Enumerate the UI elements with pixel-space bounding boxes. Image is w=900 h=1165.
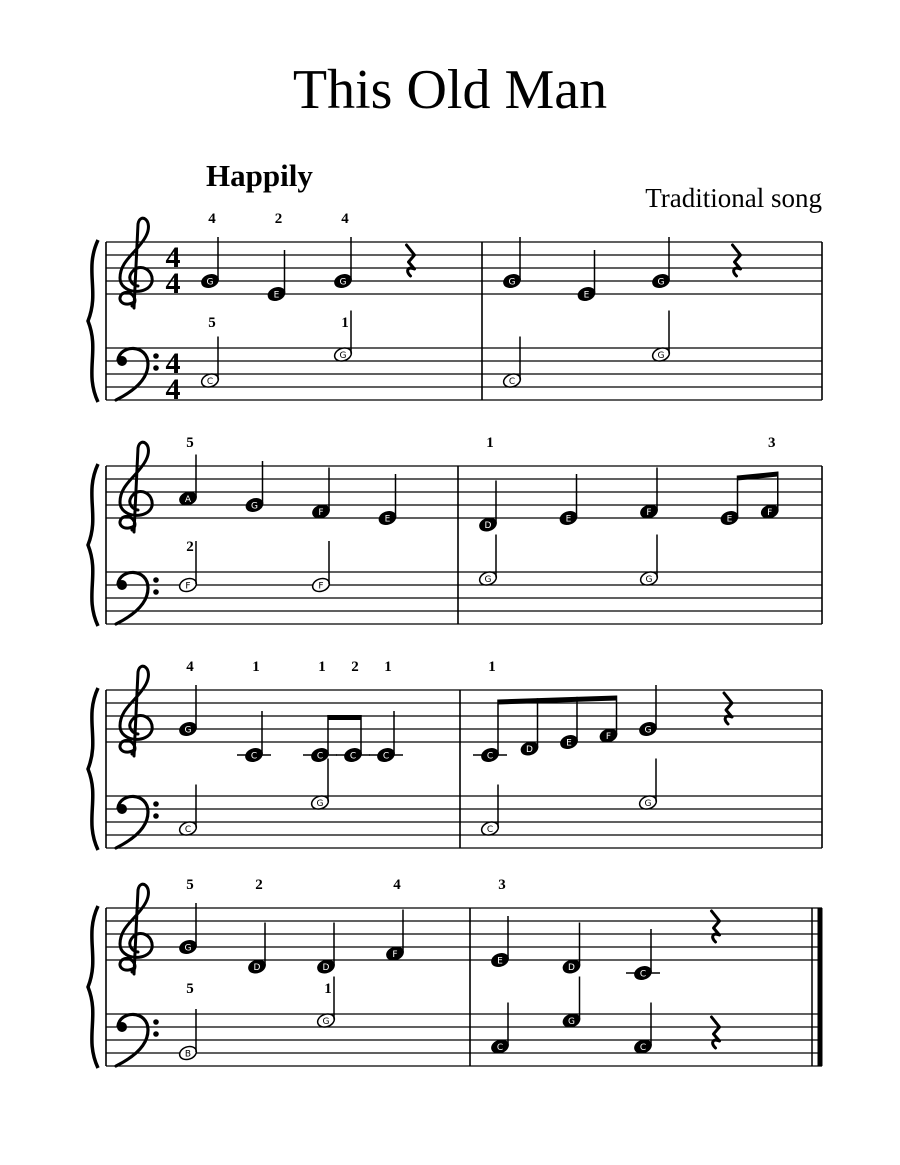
system-3	[88, 659, 822, 850]
note-letter: G	[508, 277, 516, 288]
note-letter: D	[322, 962, 330, 973]
fingering-number: 1	[252, 659, 260, 675]
fingering-number: 1	[324, 981, 332, 997]
bass-clef-dot-lower	[153, 1031, 159, 1037]
composer-credit: Traditional song	[645, 183, 822, 213]
bass-clef-head	[117, 580, 127, 590]
fingering-number: 3	[768, 435, 776, 451]
note-letter: C	[486, 751, 494, 762]
treble-note	[316, 923, 336, 976]
treble-note	[244, 461, 264, 514]
treble-note	[303, 659, 337, 764]
bass-note	[311, 541, 331, 594]
system-1	[88, 211, 822, 406]
note-letter: C	[206, 376, 214, 387]
note-letter: F	[605, 731, 612, 742]
note-letter: C	[639, 1042, 647, 1053]
note-letter: F	[392, 949, 398, 960]
measure	[200, 211, 415, 389]
treble-note	[626, 929, 660, 982]
bass-clef-head	[117, 356, 127, 366]
note-letter: G	[184, 725, 192, 736]
treble-note	[638, 685, 658, 738]
bass-clef-dot-upper	[153, 801, 159, 807]
treble-note	[237, 659, 271, 764]
note-letter: C	[349, 751, 357, 762]
treble-note	[561, 923, 581, 976]
fingering-number: 1	[384, 659, 392, 675]
note-letter: G	[645, 574, 653, 585]
note-letter: C	[639, 969, 647, 980]
quarter-rest-icon	[724, 693, 732, 724]
note-letter: D	[484, 520, 492, 531]
fingering-number: 2	[274, 211, 283, 227]
note-letter: G	[206, 277, 214, 288]
treble-note	[558, 474, 578, 527]
beam	[328, 715, 361, 720]
note-letter: C	[486, 824, 494, 835]
fingering-number: 4	[186, 659, 194, 675]
note-letter: D	[568, 962, 575, 973]
note-letter: E	[384, 514, 391, 525]
system-brace	[88, 240, 98, 402]
note-letter: E	[565, 514, 572, 525]
note-letter: G	[316, 798, 324, 809]
note-letter: E	[726, 514, 733, 525]
note-letter: G	[644, 725, 652, 736]
measure	[490, 877, 720, 1055]
bass-clef-dot-lower	[153, 365, 159, 371]
system-brace	[88, 906, 98, 1068]
treble-note	[651, 237, 671, 290]
note-letter: G	[339, 350, 347, 361]
time-signature-top: 4	[165, 241, 181, 274]
note-letter: D	[253, 962, 261, 973]
note-letter: C	[508, 376, 516, 387]
bass-note	[480, 785, 500, 838]
bass-note	[561, 977, 581, 1030]
note-letter: E	[566, 738, 572, 749]
bass-note	[502, 337, 522, 390]
time-signature-bottom: 4	[165, 267, 181, 300]
fingering-number: 1	[486, 435, 494, 451]
note-letter: C	[184, 824, 192, 835]
measure	[478, 435, 780, 587]
note-letter: D	[526, 744, 533, 755]
note-letter: E	[583, 290, 590, 301]
note-letter: C	[316, 751, 324, 762]
tempo-marking: Happily	[206, 158, 313, 193]
note-letter: G	[322, 1016, 330, 1027]
treble-note	[178, 435, 198, 507]
fingering-number: 4	[341, 211, 349, 227]
fingering-number: 1	[318, 659, 326, 675]
system-2	[88, 435, 822, 626]
treble-note	[385, 877, 405, 962]
bass-clef-dot-lower	[153, 589, 159, 595]
bass-note	[478, 535, 498, 588]
treble-note	[502, 237, 522, 290]
fingering-number: 5	[186, 435, 194, 451]
bass-clef-dot-lower	[153, 813, 159, 819]
fingering-number: 5	[186, 981, 194, 997]
note-letter: G	[644, 798, 652, 809]
treble-note	[473, 659, 507, 764]
system-brace	[88, 688, 98, 850]
note-letter: E	[273, 290, 280, 301]
fingering-number: 1	[488, 659, 496, 675]
treble-note	[369, 659, 403, 764]
note-letter: C	[382, 751, 390, 762]
quarter-rest-icon	[733, 245, 741, 276]
bass-note	[316, 977, 336, 1030]
note-letter: E	[497, 956, 503, 967]
quarter-rest-icon	[712, 1017, 720, 1048]
treble-note	[200, 211, 220, 290]
treble-note	[311, 468, 331, 521]
treble-note	[490, 877, 510, 969]
fingering-number: 4	[393, 877, 401, 893]
bass-clef-dot-upper	[153, 353, 159, 359]
note-letter: C	[250, 751, 258, 762]
bass-note	[638, 759, 658, 812]
note-letter: G	[657, 350, 665, 361]
treble-note	[519, 698, 539, 757]
note-letter: F	[185, 581, 191, 592]
note-letter: C	[496, 1042, 504, 1053]
bass-note	[639, 535, 659, 588]
note-letter: F	[767, 507, 773, 518]
fingering-number: 5	[186, 877, 194, 893]
treble-note	[559, 697, 579, 751]
treble-note	[719, 476, 739, 527]
bass-note	[310, 759, 330, 812]
treble-note	[178, 877, 198, 956]
system-4	[88, 877, 822, 1068]
measure	[473, 659, 732, 837]
bass-note	[333, 311, 353, 364]
note-letter: G	[568, 1016, 575, 1027]
bass-clef-dot-upper	[153, 1019, 159, 1025]
note-letter: F	[318, 581, 324, 592]
quarter-rest-icon	[407, 245, 415, 276]
bass-note	[633, 1003, 653, 1056]
note-letter: G	[251, 501, 258, 512]
quarter-rest-icon	[712, 911, 720, 942]
measure	[178, 435, 398, 594]
treble-note	[178, 659, 198, 738]
note-letter: F	[646, 507, 652, 518]
time-signature-bottom: 4	[165, 373, 181, 406]
note-letter: G	[657, 277, 665, 288]
note-letter: F	[318, 507, 324, 518]
treble-note	[336, 659, 370, 764]
treble-note	[266, 211, 286, 303]
bass-note	[200, 315, 220, 389]
bass-note	[178, 539, 198, 594]
bass-clef-head	[117, 1022, 127, 1032]
treble-note	[576, 250, 596, 303]
bass-note	[178, 785, 198, 838]
fingering-number: 1	[341, 315, 349, 331]
note-letter: B	[184, 1049, 192, 1060]
fingering-number: 2	[351, 659, 359, 675]
bass-note	[651, 311, 671, 364]
bass-clef-head	[117, 804, 127, 814]
fingering-number: 2	[255, 877, 263, 893]
measure	[178, 877, 405, 1062]
bass-note	[178, 981, 198, 1062]
fingering-number: 5	[208, 315, 216, 331]
treble-note	[333, 211, 353, 290]
song-title: This Old Man	[292, 59, 608, 121]
note-letter: G	[484, 574, 492, 585]
system-brace	[88, 464, 98, 626]
measure	[178, 659, 403, 837]
treble-note	[639, 468, 659, 521]
measure	[502, 237, 741, 389]
fingering-number: 2	[186, 539, 194, 555]
bass-clef-dot-upper	[153, 577, 159, 583]
fingering-number: 4	[208, 211, 216, 227]
fingering-number: 3	[498, 877, 506, 893]
treble-note	[377, 474, 397, 527]
bass-note	[490, 1003, 510, 1056]
time-signature-top: 4	[165, 347, 181, 380]
note-letter: A	[184, 494, 192, 505]
note-letter: G	[184, 943, 192, 954]
note-letter: G	[339, 277, 347, 288]
